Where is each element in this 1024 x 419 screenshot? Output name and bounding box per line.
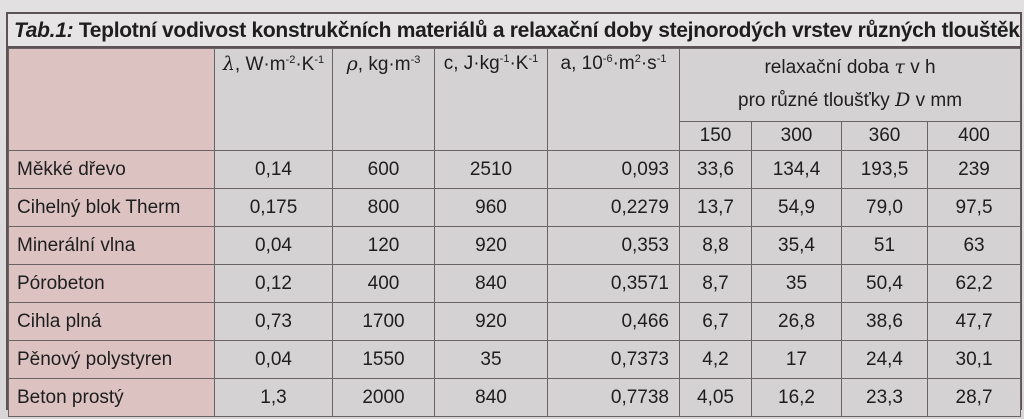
caption-text: Teplotní vodivost konstrukčních materiálů a relaxační doby stejnorodých vrstev různých tlouštěk — [78, 19, 1020, 42]
cell-a: 0,093 — [548, 151, 680, 189]
cell-a: 0,3571 — [548, 265, 680, 303]
cell-c: 920 — [435, 227, 548, 265]
cell-rho: 1700 — [333, 303, 435, 341]
header-lambda: λ, $W\cdot m^{-2}\cdot K^{-1}$ — [215, 49, 333, 151]
table-row — [9, 265, 1021, 303]
cell-relax-360: 24,4 — [842, 341, 928, 379]
cell-relax-400: 30,1 — [928, 341, 1021, 379]
cell-material: Cihla plná — [9, 303, 215, 341]
cell-relax-300: 134,4 — [752, 151, 842, 189]
cell-material: Pórobeton — [9, 265, 215, 303]
table-caption — [8, 14, 1020, 48]
cell-a: 0,7738 — [548, 379, 680, 417]
cell-rho: 2000 — [333, 379, 435, 417]
cell-relax-400: 28,7 — [928, 379, 1021, 417]
cell-relax-300: 35,4 — [752, 227, 842, 265]
cell-lambda: 0,04 — [215, 341, 333, 379]
cell-relax-400: 62,2 — [928, 265, 1021, 303]
cell-rho: 800 — [333, 189, 435, 227]
cell-material: Minerální vlna — [9, 227, 215, 265]
cell-relax-150: 8,7 — [680, 265, 752, 303]
cell-relax-150: 8,8 — [680, 227, 752, 265]
table-body — [9, 151, 1021, 417]
cell-relax-150: 4,05 — [680, 379, 752, 417]
cell-lambda: 0,14 — [215, 151, 333, 189]
cell-lambda: 0,12 — [215, 265, 333, 303]
header-thickness-300: 300 — [752, 122, 842, 151]
cell-material: Beton prostý — [9, 379, 215, 417]
table-row — [9, 341, 1021, 379]
cell-relax-360: 51 — [842, 227, 928, 265]
relax-line-1: relaxační doba τ v h — [764, 56, 936, 78]
table-row — [9, 227, 1021, 265]
cell-lambda: 0,04 — [215, 227, 333, 265]
cell-relax-360: 23,3 — [842, 379, 928, 417]
header-thickness-360: 360 — [842, 122, 928, 151]
table-row — [9, 189, 1021, 227]
cell-rho: 120 — [333, 227, 435, 265]
cell-material: Měkké dřevo — [9, 151, 215, 189]
cell-rho: 600 — [333, 151, 435, 189]
cell-relax-360: 79,0 — [842, 189, 928, 227]
cell-a: 0,353 — [548, 227, 680, 265]
header-c: c, $J\cdot kg^{-1}\cdot K^{-1}$ — [435, 49, 548, 151]
table-row — [9, 151, 1021, 189]
cell-relax-300: 35 — [752, 265, 842, 303]
cell-relax-400: 47,7 — [928, 303, 1021, 341]
cell-relax-300: 16,2 — [752, 379, 842, 417]
cell-c: 960 — [435, 189, 548, 227]
cell-relax-300: 17 — [752, 341, 842, 379]
header-rho: ρ, $kg\cdot m^{-3}$ — [333, 49, 435, 151]
cell-relax-360: 193,5 — [842, 151, 928, 189]
relax-line-2: pro různé tloušťky D v mm — [738, 89, 963, 111]
cell-relax-150: 6,7 — [680, 303, 752, 341]
cell-relax-360: 38,6 — [842, 303, 928, 341]
cell-relax-150: 13,7 — [680, 189, 752, 227]
cell-material: Pěnový polystyren — [9, 341, 215, 379]
cell-a: 0,7373 — [548, 341, 680, 379]
header-a: a, $10^{-6}\cdot m^2\cdot s^{-1}$ — [548, 49, 680, 151]
header-thickness-400: 400 — [928, 122, 1021, 151]
header-material — [9, 49, 215, 151]
table-row — [9, 379, 1021, 417]
cell-rho: 400 — [333, 265, 435, 303]
cell-a: 0,466 — [548, 303, 680, 341]
cell-relax-400: 63 — [928, 227, 1021, 265]
cell-lambda: 1,3 — [215, 379, 333, 417]
cell-relax-360: 50,4 — [842, 265, 928, 303]
cell-c: 35 — [435, 341, 548, 379]
cell-relax-300: 54,9 — [752, 189, 842, 227]
data-table-frame — [6, 12, 1022, 410]
cell-relax-150: 33,6 — [680, 151, 752, 189]
table-row — [9, 303, 1021, 341]
cell-relax-400: 97,5 — [928, 189, 1021, 227]
cell-relax-400: 239 — [928, 151, 1021, 189]
cell-rho: 1550 — [333, 341, 435, 379]
cell-c: 840 — [435, 265, 548, 303]
material-properties-table — [8, 48, 1021, 417]
cell-lambda: 0,175 — [215, 189, 333, 227]
caption-label: Tab.1: — [14, 19, 74, 42]
cell-material: Cihelný blok Therm — [9, 189, 215, 227]
cell-c: 840 — [435, 379, 548, 417]
header-thickness-150: 150 — [680, 122, 752, 151]
cell-c: 2510 — [435, 151, 548, 189]
cell-lambda: 0,73 — [215, 303, 333, 341]
cell-relax-150: 4,2 — [680, 341, 752, 379]
cell-c: 920 — [435, 303, 548, 341]
header-relaxation — [680, 49, 1021, 122]
cell-a: 0,2279 — [548, 189, 680, 227]
cell-relax-300: 26,8 — [752, 303, 842, 341]
